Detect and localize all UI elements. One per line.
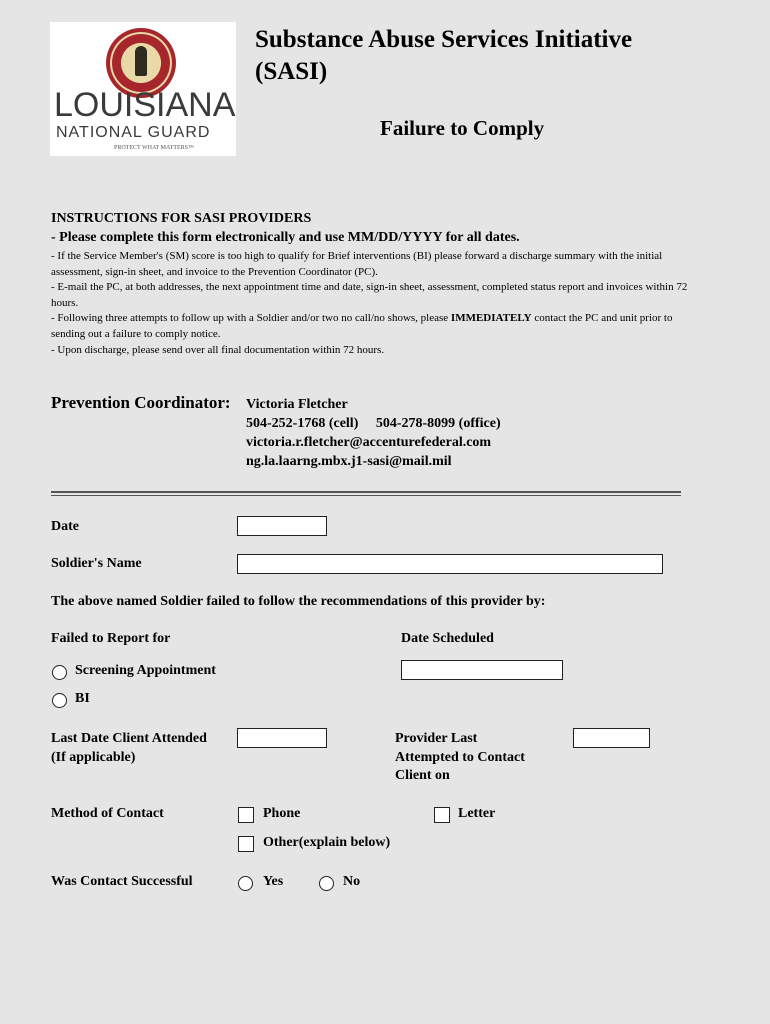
yes-radio[interactable] <box>238 876 253 891</box>
page-title: Substance Abuse Services Initiative (SASI) <box>255 26 633 85</box>
logo-line-1: LOUISIANA <box>54 86 236 124</box>
last-date-attended-label: Last Date Client Attended <box>51 731 207 746</box>
provider-last-contact-field[interactable] <box>573 728 650 748</box>
date-scheduled-field[interactable] <box>401 660 563 680</box>
phone-label: Phone <box>263 806 301 821</box>
instruction-item: - Following three attempts to follow up with a Soldier and/or two no call/no shows, please IMMEDIATELY contact the PC and unit prior to sending out a failure to comply notice. <box>51 312 673 340</box>
date-field[interactable] <box>237 516 327 536</box>
other-label: Other(explain below) <box>263 835 391 850</box>
divider <box>51 495 681 496</box>
last-date-attended-field[interactable] <box>237 728 327 748</box>
coordinator-email-2: ng.la.laarng.mbx.j1-sasi@mail.mil <box>246 454 452 469</box>
soldier-name-label: Soldier's Name <box>51 556 142 571</box>
coordinator-label: Prevention Coordinator: <box>51 393 231 412</box>
screening-appointment-label: Screening Appointment <box>75 663 216 678</box>
letter-label: Letter <box>458 806 496 821</box>
instruction-item: - E-mail the PC, at both addresses, the next appointment time and date, sign-in sheet, assessment, completed status report and invoices within 72 hours. <box>51 281 688 309</box>
other-checkbox[interactable] <box>238 836 254 852</box>
provider-last-label-2: Attempted to Contact <box>395 750 525 765</box>
contact-successful-label: Was Contact Successful <box>51 874 193 889</box>
logo-tagline: PROTECT WHAT MATTERS™ <box>114 145 194 151</box>
date-scheduled-label: Date Scheduled <box>401 631 494 646</box>
date-label: Date <box>51 519 79 534</box>
provider-last-label-3: Client on <box>395 768 450 783</box>
soldier-name-field[interactable] <box>237 554 663 574</box>
coordinator-email-1: victoria.r.fletcher@accenturefederal.com <box>246 435 492 450</box>
coordinator-phones: 504-252-1768 (cell) 504-278-8099 (office) <box>246 416 501 431</box>
divider <box>51 491 681 493</box>
instructions-heading: INSTRUCTIONS FOR SASI PROVIDERS <box>51 211 312 226</box>
logo-line-2: NATIONAL GUARD <box>56 124 211 141</box>
instruction-item: - If the Service Member's (SM) score is too high to qualify for Brief interventions (BI) please forward a discharge summary with the initial assessment, sign-in sheet, and invoice to the Prevention Coordinator (PC). <box>51 250 663 278</box>
screening-appointment-radio[interactable] <box>52 665 67 680</box>
instructions-subheading: - Please complete this form electronically and use MM/DD/YYYY for all dates. <box>51 230 520 245</box>
yes-label: Yes <box>263 874 284 889</box>
last-date-attended-note: (If applicable) <box>51 750 136 765</box>
louisiana-national-guard-logo <box>50 22 236 156</box>
no-radio[interactable] <box>319 876 334 891</box>
bi-radio[interactable] <box>52 693 67 708</box>
no-label: No <box>343 874 361 889</box>
immediately-emphasis: IMMEDIATELY <box>450 312 532 325</box>
coordinator-name: Victoria Fletcher <box>246 397 348 412</box>
coordinator-info <box>246 395 501 471</box>
phone-checkbox[interactable] <box>238 807 254 823</box>
statement-text: The above named Soldier failed to follow the recommendations of this provider by: <box>51 594 546 609</box>
page-subtitle: Failure to Comply <box>380 116 545 140</box>
failed-to-report-label: Failed to Report for <box>51 631 171 646</box>
method-of-contact-label: Method of Contact <box>51 806 164 821</box>
provider-last-label-1: Provider Last <box>395 731 478 746</box>
bi-label: BI <box>75 691 90 706</box>
instruction-item: - Upon discharge, please send over all final documentation within 72 hours. <box>51 343 385 356</box>
letter-checkbox[interactable] <box>434 807 450 823</box>
instructions-body <box>51 249 691 358</box>
